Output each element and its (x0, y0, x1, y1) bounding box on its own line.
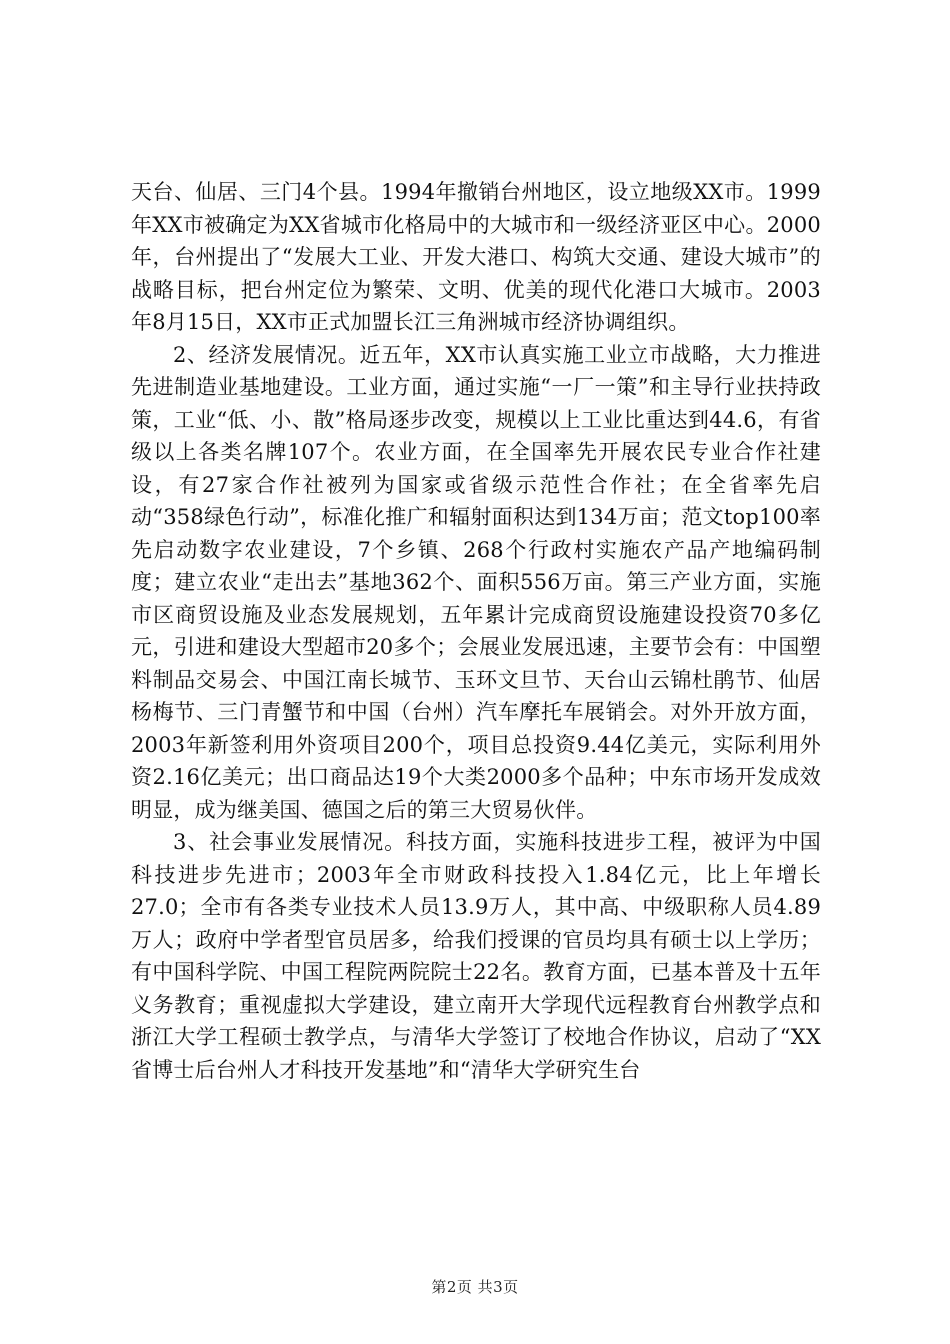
paragraph-3-social-development: 3、社会事业发展情况。科技方面，实施科技进步工程，被评为中国科技进步先进市；2003年全市财政科技投入1.84亿元，比上年增长27.0；全市有各类专业技术人员13.9万人，其中高、中级职称人员4.89万人；政府中学者型官员居多，给我们授课的官员均具有硕士以上学历；有中国科学院、中国工程院两院院士22名。教育方面，已基本普及十五年义务教育；重视虚拟大学建设，建立南开大学现代远程教育台州教学点和浙江大学工程硕士教学点，与清华大学签订了校地合作协议，启动了“XX省博士后台州人才科技开发基地”和“清华大学研究生台 (131, 830, 821, 1082)
paragraph-1: 天台、仙居、三门4个县。1994年撤销台州地区，设立地级XX市。1999年XX市被确定为XX省城市化格局中的大城市和一级经济亚区中心。2000年，台州提出了“发展大工业、开发大港口、构筑大交通、建设大城市”的战略目标，把台州定位为繁荣、文明、优美的现代化港口大城市。2003年8月15日，XX市正式加盟长江三角洲城市经济协调组织。 (131, 180, 821, 334)
paragraph-2-economic-development: 2、经济发展情况。近五年，XX市认真实施工业立市战略，大力推进先进制造业基地建设。工业方面，通过实施“一厂一策”和主导行业扶持政策，工业“低、小、散”格局逐步改变，规模以上工业比重达到44.6，有省级以上各类名牌107个。农业方面，在全国率先开展农民专业合作社建设，有27家合作社被列为国家或省级示范性合作社；在全省率先启动“358绿色行动”，标准化推广和辐射面积达到134万亩；范文top100率先启动数字农业建设，7个乡镇、268个行政村实施农产品产地编码制度；建立农业“走出去”基地362个、面积556万亩。第三产业方面，实施市区商贸设施及业态发展规划，五年累计完成商贸设施建设投资70多亿元，引进和建设大型超市20多个；会展业发展迅速，主要节会有：中国塑料制品交易会、中国江南长城节、玉环文旦节、天台山云锦杜鹃节、仙居杨梅节、三门青蟹节和中国（台州）汽车摩托车展销会。对外开放方面，2003年新签利用外资项目200个，项目总投资9.44亿美元，实际利用外资2.16亿美元；出口商品达19个大类2000多个品种；中东市场开发成效明显，成为继美国、德国之后的第三大贸易伙伴。 (131, 342, 821, 822)
document-body (131, 176, 821, 1086)
page-footer: 第2页 共3页 (431, 1278, 519, 1296)
